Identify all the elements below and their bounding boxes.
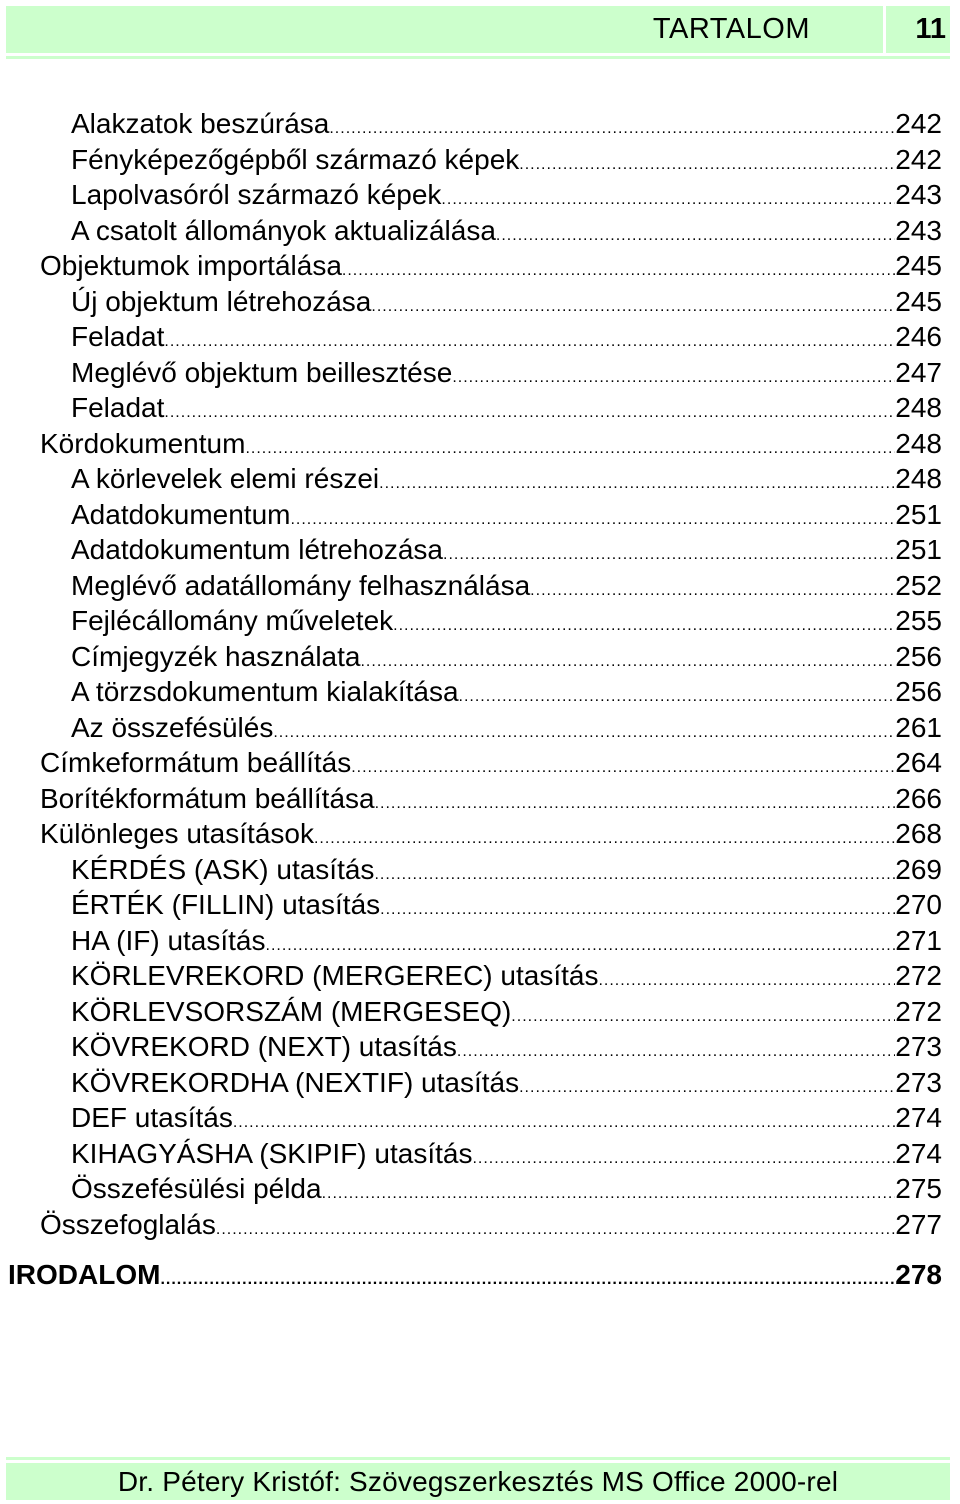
toc-dot-leader	[379, 476, 895, 492]
toc-entry[interactable]	[0, 994, 960, 1030]
toc-entry[interactable]	[0, 816, 960, 852]
toc-entry-title: KIHAGYÁSHA (SKIPIF) utasítás	[71, 1137, 473, 1169]
toc-entry[interactable]	[0, 852, 960, 888]
page-header	[6, 6, 950, 56]
toc-chapter-entry[interactable]	[0, 1257, 960, 1293]
toc-entry-title: Alakzatok beszúrása	[71, 108, 330, 139]
toc-entry-page-number: 245	[895, 285, 942, 317]
toc-dot-leader	[314, 831, 895, 847]
toc-entry-title: Különleges utasítások	[40, 818, 314, 849]
toc-entry[interactable]	[0, 1207, 960, 1243]
toc-entry[interactable]	[0, 1100, 960, 1136]
toc-entry[interactable]	[0, 390, 960, 426]
toc-entry-page-number: 251	[895, 498, 942, 530]
toc-entry-title: KÖRLEVSORSZÁM (MERGESEQ)	[71, 995, 512, 1027]
toc-dot-leader	[452, 370, 895, 386]
toc-entry-title: DEF utasítás	[71, 1102, 233, 1133]
toc-entry[interactable]	[0, 142, 960, 178]
toc-entry-title: Összefoglalás	[40, 1208, 216, 1240]
toc-entry-title: A törzsdokumentum kialakítása	[71, 676, 459, 707]
toc-entry-title: Kördokumentum	[40, 427, 246, 459]
toc-entry-title: Lapolvasóról származó képek	[71, 179, 442, 210]
toc-dot-leader	[266, 938, 896, 954]
toc-entry-title: Fejlécállomány műveletek	[71, 605, 394, 636]
toc-dot-leader	[273, 725, 895, 741]
toc-entry-page-number: 269	[895, 853, 942, 885]
toc-entry-title: Címjegyzék használata	[71, 640, 361, 672]
toc-entry-page-number: 274	[895, 1137, 942, 1169]
toc-entry-page-number: 278	[895, 1259, 942, 1290]
page-footer	[6, 1460, 950, 1500]
toc-entry-page-number: 245	[895, 250, 942, 281]
toc-entry-title: KÖRLEVREKORD (MERGEREC) utasítás	[71, 960, 599, 991]
toc-entry[interactable]	[0, 781, 960, 817]
toc-entry[interactable]	[0, 639, 960, 675]
toc-entry-page-number: 261	[895, 711, 942, 743]
toc-dot-leader	[393, 618, 895, 634]
toc-dot-leader	[322, 1186, 896, 1202]
toc-entry[interactable]	[0, 284, 960, 320]
toc-entry-page-number: 247	[895, 356, 942, 388]
toc-dot-leader	[360, 654, 895, 670]
toc-dot-leader	[216, 1222, 895, 1238]
toc-entry-page-number: 273	[895, 1031, 942, 1062]
toc-dot-leader	[472, 1151, 895, 1167]
toc-entry-page-number: 248	[895, 463, 942, 494]
toc-dot-leader	[380, 902, 895, 918]
toc-entry-page-number: 248	[895, 427, 942, 459]
toc-entry-title: ÉRTÉK (FILLIN) utasítás	[71, 889, 381, 920]
toc-entry-page-number: 243	[895, 214, 942, 246]
toc-entry-page-number: 242	[895, 108, 942, 139]
toc-dot-leader	[329, 121, 895, 137]
toc-entry-title: KÖVREKORDHA (NEXTIF) utasítás	[71, 1066, 520, 1098]
toc-entry[interactable]	[0, 177, 960, 213]
toc-entry-title: KÖVREKORD (NEXT) utasítás	[71, 1031, 457, 1062]
toc-entry-title: Adatdokumentum	[71, 498, 291, 530]
toc-entry-title: A csatolt állományok aktualizálása	[71, 214, 496, 246]
toc-entry[interactable]	[0, 603, 960, 639]
toc-entry[interactable]	[0, 106, 960, 142]
toc-entry-page-number: 264	[895, 747, 942, 778]
toc-entry-title: KÉRDÉS (ASK) utasítás	[71, 853, 375, 885]
toc-entry[interactable]	[0, 426, 960, 462]
toc-entry-title: A körlevelek elemi részei	[71, 463, 380, 494]
toc-dot-leader	[519, 1080, 895, 1096]
toc-dot-leader	[164, 405, 895, 421]
toc-entry-title: Meglévő adatállomány felhasználása	[71, 569, 531, 601]
toc-entry-page-number: 243	[895, 179, 942, 210]
toc-entry-title: Címkeformátum beállítás	[40, 747, 352, 778]
toc-entry[interactable]	[0, 213, 960, 249]
toc-dot-leader	[342, 263, 895, 279]
toc-dot-leader	[441, 192, 895, 208]
toc-entry-title: Összefésülési példa	[71, 1173, 322, 1204]
toc-dot-leader	[290, 512, 895, 528]
toc-dot-leader	[164, 334, 895, 350]
toc-entry[interactable]	[0, 710, 960, 746]
toc-entry-page-number: 275	[895, 1173, 942, 1204]
toc-entry[interactable]	[0, 674, 960, 710]
toc-dot-leader	[245, 441, 895, 457]
header-page-number: 11	[915, 13, 946, 45]
toc-entry-page-number: 272	[895, 960, 942, 991]
toc-entry[interactable]	[0, 887, 960, 923]
toc-dot-leader	[443, 547, 895, 563]
toc-entry-title: Feladat	[71, 321, 165, 352]
toc-dot-leader	[371, 299, 895, 315]
table-of-contents	[0, 106, 960, 1293]
toc-entry[interactable]	[0, 1136, 960, 1172]
toc-entry-page-number: 277	[895, 1208, 942, 1240]
toc-entry[interactable]	[0, 319, 960, 355]
toc-entry-page-number: 270	[895, 889, 942, 920]
toc-entry-page-number: 266	[895, 782, 942, 814]
toc-entry-page-number: 274	[895, 1102, 942, 1133]
toc-dot-leader	[496, 228, 895, 244]
toc-dot-leader	[351, 760, 895, 776]
toc-entry-title: Borítékformátum beállítása	[40, 782, 375, 814]
footer-text: Dr. Pétery Kristóf: Szövegszerkesztés MS Office 2000-rel	[117, 1466, 839, 1497]
header-title: TARTALOM	[652, 13, 810, 45]
toc-entry-page-number: 268	[895, 818, 942, 849]
toc-entry-title: Új objektum létrehozása	[71, 285, 372, 317]
toc-entry[interactable]	[0, 248, 960, 284]
toc-dot-leader	[233, 1115, 895, 1131]
toc-entry-page-number: 256	[895, 640, 942, 672]
toc-entry-title: Meglévő objektum beillesztése	[71, 356, 453, 388]
toc-entry[interactable]	[0, 745, 960, 781]
toc-entry[interactable]	[0, 1065, 960, 1101]
toc-entry-page-number: 273	[895, 1066, 942, 1098]
toc-dot-leader	[457, 1044, 895, 1060]
toc-entry-title: HA (IF) utasítás	[71, 924, 266, 956]
toc-entry-title: Fényképezőgépből származó képek	[71, 143, 520, 175]
toc-entry-title: Adatdokumentum létrehozása	[71, 534, 443, 565]
toc-entry-page-number: 256	[895, 676, 942, 707]
toc-entry[interactable]	[0, 1171, 960, 1207]
toc-dot-leader	[160, 1272, 895, 1288]
toc-entry-title: Feladat	[71, 392, 165, 423]
toc-dot-leader	[511, 1009, 895, 1025]
toc-dot-leader	[374, 867, 895, 883]
toc-entry-title: Objektumok importálása	[40, 250, 342, 281]
toc-dot-leader	[375, 796, 896, 812]
toc-entry-title: IRODALOM	[8, 1259, 161, 1290]
toc-entry-title: Az összefésülés	[71, 711, 274, 743]
toc-entry[interactable]	[0, 1029, 960, 1065]
toc-entry-page-number: 251	[895, 534, 942, 565]
toc-entry[interactable]	[0, 461, 960, 497]
toc-entry[interactable]	[0, 532, 960, 568]
toc-entry[interactable]	[0, 497, 960, 533]
toc-entry[interactable]	[0, 355, 960, 391]
toc-entry[interactable]	[0, 958, 960, 994]
toc-entry-page-number: 271	[895, 924, 942, 956]
toc-entry-page-number: 246	[895, 321, 942, 352]
toc-entry-page-number: 272	[895, 995, 942, 1027]
toc-entry-page-number: 242	[895, 143, 942, 175]
toc-entry[interactable]	[0, 568, 960, 604]
toc-entry-page-number: 252	[895, 569, 942, 601]
toc-dot-leader	[598, 973, 895, 989]
toc-entry-page-number: 255	[895, 605, 942, 636]
toc-dot-leader	[530, 583, 895, 599]
toc-entry[interactable]	[0, 923, 960, 959]
toc-dot-leader	[519, 157, 895, 173]
toc-entry-page-number: 248	[895, 392, 942, 423]
toc-dot-leader	[459, 689, 896, 705]
